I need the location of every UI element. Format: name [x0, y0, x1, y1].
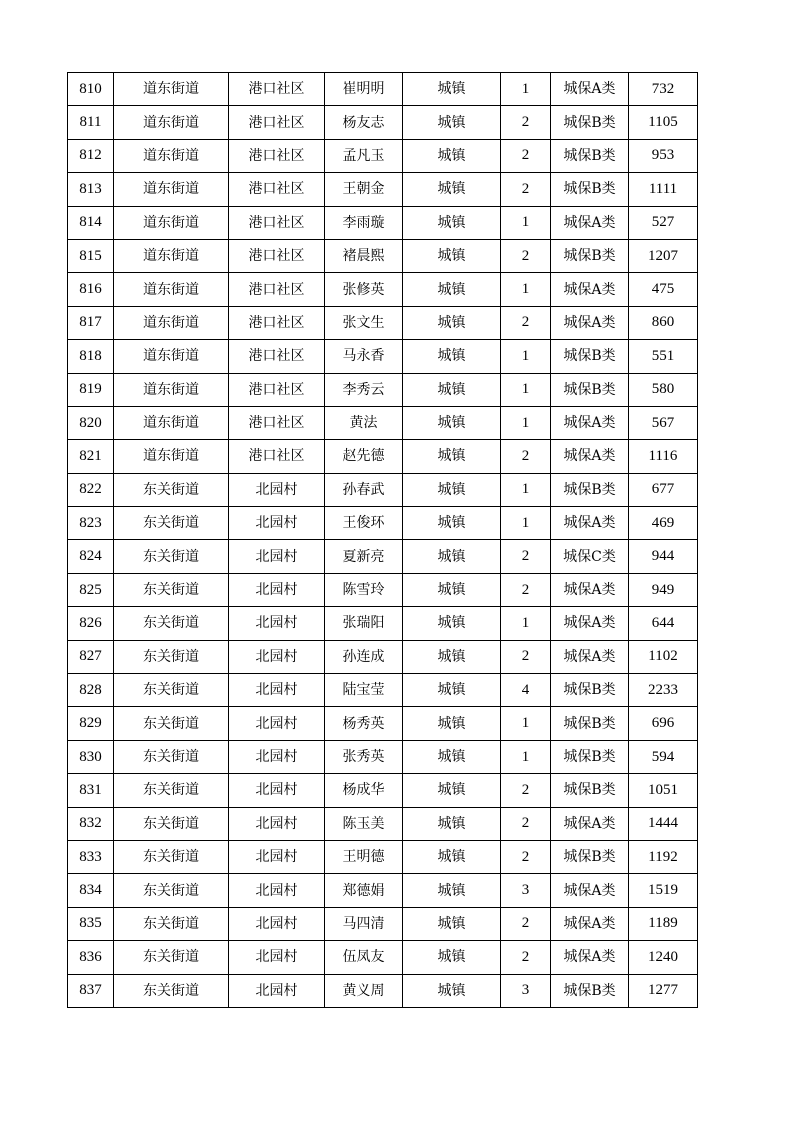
amount-cell: 1207	[629, 239, 698, 272]
serial-number-cell: 830	[68, 740, 114, 773]
name-cell: 李秀云	[325, 373, 403, 406]
table-row	[68, 473, 698, 506]
table-row	[68, 73, 698, 106]
serial-number-cell: 817	[68, 306, 114, 339]
insurance-category-cell: 城保A类	[551, 440, 629, 473]
household-size-cell: 1	[501, 406, 551, 439]
community-cell: 北园村	[229, 473, 325, 506]
serial-number-cell: 835	[68, 907, 114, 940]
insurance-category-cell: 城保B类	[551, 340, 629, 373]
household-size-cell: 1	[501, 473, 551, 506]
household-size-cell: 2	[501, 774, 551, 807]
subdistrict-cell: 东关街道	[114, 774, 229, 807]
insurance-category-cell: 城保A类	[551, 306, 629, 339]
subdistrict-cell: 东关街道	[114, 473, 229, 506]
table-row	[68, 373, 698, 406]
household-size-cell: 1	[501, 206, 551, 239]
household-type-cell: 城镇	[403, 206, 501, 239]
insurance-category-cell: 城保B类	[551, 239, 629, 272]
serial-number-cell: 814	[68, 206, 114, 239]
subdistrict-cell: 东关街道	[114, 540, 229, 573]
insurance-category-cell: 城保B类	[551, 707, 629, 740]
name-cell: 郑德娟	[325, 874, 403, 907]
insurance-category-cell: 城保A类	[551, 273, 629, 306]
table-row	[68, 239, 698, 272]
insurance-category-cell: 城保B类	[551, 173, 629, 206]
community-cell: 北园村	[229, 807, 325, 840]
table-row	[68, 306, 698, 339]
subdistrict-cell: 东关街道	[114, 740, 229, 773]
household-type-cell: 城镇	[403, 239, 501, 272]
serial-number-cell: 823	[68, 507, 114, 540]
household-type-cell: 城镇	[403, 807, 501, 840]
table-row	[68, 974, 698, 1007]
community-cell: 港口社区	[229, 173, 325, 206]
name-cell: 夏新亮	[325, 540, 403, 573]
amount-cell: 944	[629, 540, 698, 573]
subdistrict-cell: 东关街道	[114, 607, 229, 640]
household-size-cell: 2	[501, 807, 551, 840]
household-size-cell: 2	[501, 173, 551, 206]
insurance-category-cell: 城保A类	[551, 206, 629, 239]
household-size-cell: 2	[501, 573, 551, 606]
amount-cell: 1189	[629, 907, 698, 940]
amount-cell: 1111	[629, 173, 698, 206]
insurance-category-cell: 城保C类	[551, 540, 629, 573]
serial-number-cell: 831	[68, 774, 114, 807]
subdistrict-cell: 东关街道	[114, 907, 229, 940]
table-row	[68, 774, 698, 807]
community-cell: 港口社区	[229, 373, 325, 406]
name-cell: 马四清	[325, 907, 403, 940]
name-cell: 张文生	[325, 306, 403, 339]
household-size-cell: 2	[501, 840, 551, 873]
subdistrict-cell: 东关街道	[114, 507, 229, 540]
household-size-cell: 4	[501, 674, 551, 707]
household-type-cell: 城镇	[403, 139, 501, 172]
subdistrict-cell: 道东街道	[114, 306, 229, 339]
amount-cell: 1192	[629, 840, 698, 873]
household-type-cell: 城镇	[403, 874, 501, 907]
serial-number-cell: 820	[68, 406, 114, 439]
community-cell: 北园村	[229, 941, 325, 974]
household-size-cell: 2	[501, 640, 551, 673]
household-size-cell: 1	[501, 340, 551, 373]
household-type-cell: 城镇	[403, 273, 501, 306]
insurance-category-cell: 城保A类	[551, 640, 629, 673]
household-type-cell: 城镇	[403, 406, 501, 439]
community-cell: 港口社区	[229, 206, 325, 239]
subdistrict-cell: 东关街道	[114, 807, 229, 840]
community-cell: 北园村	[229, 540, 325, 573]
community-cell: 港口社区	[229, 306, 325, 339]
table-row	[68, 840, 698, 873]
serial-number-cell: 813	[68, 173, 114, 206]
table-row	[68, 740, 698, 773]
household-size-cell: 2	[501, 139, 551, 172]
subdistrict-cell: 道东街道	[114, 406, 229, 439]
insurance-category-cell: 城保B类	[551, 106, 629, 139]
table-row	[68, 273, 698, 306]
amount-cell: 580	[629, 373, 698, 406]
subdistrict-cell: 道东街道	[114, 239, 229, 272]
household-size-cell: 3	[501, 874, 551, 907]
amount-cell: 527	[629, 206, 698, 239]
amount-cell: 594	[629, 740, 698, 773]
serial-number-cell: 821	[68, 440, 114, 473]
household-size-cell: 2	[501, 106, 551, 139]
community-cell: 港口社区	[229, 139, 325, 172]
name-cell: 王明德	[325, 840, 403, 873]
household-size-cell: 1	[501, 273, 551, 306]
amount-cell: 1240	[629, 941, 698, 974]
table-row	[68, 907, 698, 940]
community-cell: 北园村	[229, 974, 325, 1007]
amount-cell: 732	[629, 73, 698, 106]
name-cell: 张修英	[325, 273, 403, 306]
community-cell: 港口社区	[229, 406, 325, 439]
name-cell: 孟凡玉	[325, 139, 403, 172]
community-cell: 北园村	[229, 907, 325, 940]
household-type-cell: 城镇	[403, 573, 501, 606]
subdistrict-cell: 道东街道	[114, 73, 229, 106]
table-row	[68, 573, 698, 606]
insurance-category-cell: 城保B类	[551, 840, 629, 873]
community-cell: 北园村	[229, 774, 325, 807]
household-type-cell: 城镇	[403, 607, 501, 640]
household-size-cell: 2	[501, 907, 551, 940]
subdistrict-cell: 东关街道	[114, 874, 229, 907]
subdistrict-cell: 东关街道	[114, 573, 229, 606]
amount-cell: 953	[629, 139, 698, 172]
amount-cell: 644	[629, 607, 698, 640]
amount-cell: 949	[629, 573, 698, 606]
community-cell: 港口社区	[229, 273, 325, 306]
name-cell: 伍凤友	[325, 941, 403, 974]
community-cell: 北园村	[229, 640, 325, 673]
household-type-cell: 城镇	[403, 974, 501, 1007]
serial-number-cell: 811	[68, 106, 114, 139]
community-cell: 北园村	[229, 674, 325, 707]
serial-number-cell: 822	[68, 473, 114, 506]
serial-number-cell: 825	[68, 573, 114, 606]
household-size-cell: 2	[501, 306, 551, 339]
name-cell: 孙春武	[325, 473, 403, 506]
table-row	[68, 440, 698, 473]
table-row	[68, 406, 698, 439]
insurance-category-cell: 城保B类	[551, 774, 629, 807]
insurance-category-cell: 城保B类	[551, 473, 629, 506]
community-cell: 港口社区	[229, 239, 325, 272]
name-cell: 杨友志	[325, 106, 403, 139]
insurance-category-cell: 城保A类	[551, 941, 629, 974]
name-cell: 杨秀英	[325, 707, 403, 740]
name-cell: 陆宝莹	[325, 674, 403, 707]
serial-number-cell: 826	[68, 607, 114, 640]
amount-cell: 677	[629, 473, 698, 506]
table-row	[68, 173, 698, 206]
community-cell: 北园村	[229, 840, 325, 873]
subdistrict-cell: 道东街道	[114, 173, 229, 206]
household-type-cell: 城镇	[403, 740, 501, 773]
table-row	[68, 507, 698, 540]
household-size-cell: 1	[501, 373, 551, 406]
subdistrict-cell: 东关街道	[114, 974, 229, 1007]
insurance-category-cell: 城保B类	[551, 139, 629, 172]
household-type-cell: 城镇	[403, 373, 501, 406]
subdistrict-cell: 道东街道	[114, 440, 229, 473]
household-type-cell: 城镇	[403, 540, 501, 573]
table-row	[68, 206, 698, 239]
insurance-category-cell: 城保B类	[551, 674, 629, 707]
household-type-cell: 城镇	[403, 73, 501, 106]
subdistrict-cell: 东关街道	[114, 707, 229, 740]
community-cell: 港口社区	[229, 440, 325, 473]
household-type-cell: 城镇	[403, 173, 501, 206]
name-cell: 赵先德	[325, 440, 403, 473]
household-size-cell: 2	[501, 941, 551, 974]
community-cell: 北园村	[229, 740, 325, 773]
table-row	[68, 941, 698, 974]
amount-cell: 469	[629, 507, 698, 540]
name-cell: 李雨璇	[325, 206, 403, 239]
community-cell: 港口社区	[229, 106, 325, 139]
serial-number-cell: 828	[68, 674, 114, 707]
household-size-cell: 1	[501, 507, 551, 540]
table-row	[68, 640, 698, 673]
amount-cell: 1051	[629, 774, 698, 807]
insurance-category-cell: 城保A类	[551, 73, 629, 106]
serial-number-cell: 836	[68, 941, 114, 974]
serial-number-cell: 829	[68, 707, 114, 740]
name-cell: 张瑞阳	[325, 607, 403, 640]
table-row	[68, 807, 698, 840]
community-cell: 北园村	[229, 874, 325, 907]
amount-cell: 696	[629, 707, 698, 740]
subdistrict-cell: 道东街道	[114, 139, 229, 172]
household-type-cell: 城镇	[403, 707, 501, 740]
community-cell: 港口社区	[229, 73, 325, 106]
table-row	[68, 607, 698, 640]
serial-number-cell: 827	[68, 640, 114, 673]
amount-cell: 1444	[629, 807, 698, 840]
serial-number-cell: 837	[68, 974, 114, 1007]
name-cell: 王俊环	[325, 507, 403, 540]
household-type-cell: 城镇	[403, 774, 501, 807]
serial-number-cell: 818	[68, 340, 114, 373]
serial-number-cell: 819	[68, 373, 114, 406]
serial-number-cell: 833	[68, 840, 114, 873]
table-row	[68, 874, 698, 907]
table-row	[68, 540, 698, 573]
name-cell: 马永香	[325, 340, 403, 373]
table-row	[68, 106, 698, 139]
household-size-cell: 2	[501, 440, 551, 473]
serial-number-cell: 812	[68, 139, 114, 172]
name-cell: 黄义周	[325, 974, 403, 1007]
amount-cell: 551	[629, 340, 698, 373]
serial-number-cell: 810	[68, 73, 114, 106]
subdistrict-cell: 道东街道	[114, 273, 229, 306]
insurance-category-cell: 城保A类	[551, 406, 629, 439]
amount-cell: 1102	[629, 640, 698, 673]
household-size-cell: 1	[501, 607, 551, 640]
insurance-category-cell: 城保B类	[551, 974, 629, 1007]
community-cell: 北园村	[229, 707, 325, 740]
household-type-cell: 城镇	[403, 941, 501, 974]
name-cell: 孙连成	[325, 640, 403, 673]
name-cell: 黄法	[325, 406, 403, 439]
table-row	[68, 674, 698, 707]
amount-cell: 1519	[629, 874, 698, 907]
household-type-cell: 城镇	[403, 674, 501, 707]
amount-cell: 1116	[629, 440, 698, 473]
subdistrict-cell: 东关街道	[114, 640, 229, 673]
amount-cell: 2233	[629, 674, 698, 707]
insurance-category-cell: 城保B类	[551, 740, 629, 773]
subdistrict-cell: 东关街道	[114, 674, 229, 707]
name-cell: 陈雪玲	[325, 573, 403, 606]
household-type-cell: 城镇	[403, 473, 501, 506]
household-type-cell: 城镇	[403, 507, 501, 540]
name-cell: 王朝金	[325, 173, 403, 206]
subdistrict-cell: 道东街道	[114, 206, 229, 239]
serial-number-cell: 834	[68, 874, 114, 907]
amount-cell: 1105	[629, 106, 698, 139]
community-cell: 北园村	[229, 607, 325, 640]
table-row	[68, 340, 698, 373]
table-row	[68, 139, 698, 172]
household-size-cell: 2	[501, 239, 551, 272]
household-size-cell: 1	[501, 73, 551, 106]
name-cell: 褚晨熙	[325, 239, 403, 272]
amount-cell: 860	[629, 306, 698, 339]
household-type-cell: 城镇	[403, 340, 501, 373]
household-size-cell: 1	[501, 740, 551, 773]
insurance-category-cell: 城保B类	[551, 373, 629, 406]
household-type-cell: 城镇	[403, 440, 501, 473]
insurance-category-cell: 城保A类	[551, 507, 629, 540]
insurance-category-cell: 城保A类	[551, 573, 629, 606]
household-size-cell: 1	[501, 707, 551, 740]
serial-number-cell: 832	[68, 807, 114, 840]
name-cell: 崔明明	[325, 73, 403, 106]
serial-number-cell: 816	[68, 273, 114, 306]
insurance-category-cell: 城保A类	[551, 807, 629, 840]
subdistrict-cell: 道东街道	[114, 373, 229, 406]
community-cell: 港口社区	[229, 340, 325, 373]
name-cell: 张秀英	[325, 740, 403, 773]
table-row	[68, 707, 698, 740]
roster-body	[68, 73, 698, 1008]
amount-cell: 475	[629, 273, 698, 306]
household-size-cell: 3	[501, 974, 551, 1007]
household-type-cell: 城镇	[403, 840, 501, 873]
household-type-cell: 城镇	[403, 306, 501, 339]
household-size-cell: 2	[501, 540, 551, 573]
insurance-category-cell: 城保A类	[551, 874, 629, 907]
community-cell: 北园村	[229, 507, 325, 540]
insurance-category-cell: 城保A类	[551, 907, 629, 940]
amount-cell: 1277	[629, 974, 698, 1007]
name-cell: 杨成华	[325, 774, 403, 807]
household-type-cell: 城镇	[403, 106, 501, 139]
subdistrict-cell: 道东街道	[114, 106, 229, 139]
household-type-cell: 城镇	[403, 640, 501, 673]
roster-table	[67, 72, 698, 1008]
name-cell: 陈玉美	[325, 807, 403, 840]
insurance-category-cell: 城保A类	[551, 607, 629, 640]
subdistrict-cell: 东关街道	[114, 941, 229, 974]
serial-number-cell: 824	[68, 540, 114, 573]
subdistrict-cell: 东关街道	[114, 840, 229, 873]
subdistrict-cell: 道东街道	[114, 340, 229, 373]
household-type-cell: 城镇	[403, 907, 501, 940]
amount-cell: 567	[629, 406, 698, 439]
serial-number-cell: 815	[68, 239, 114, 272]
community-cell: 北园村	[229, 573, 325, 606]
